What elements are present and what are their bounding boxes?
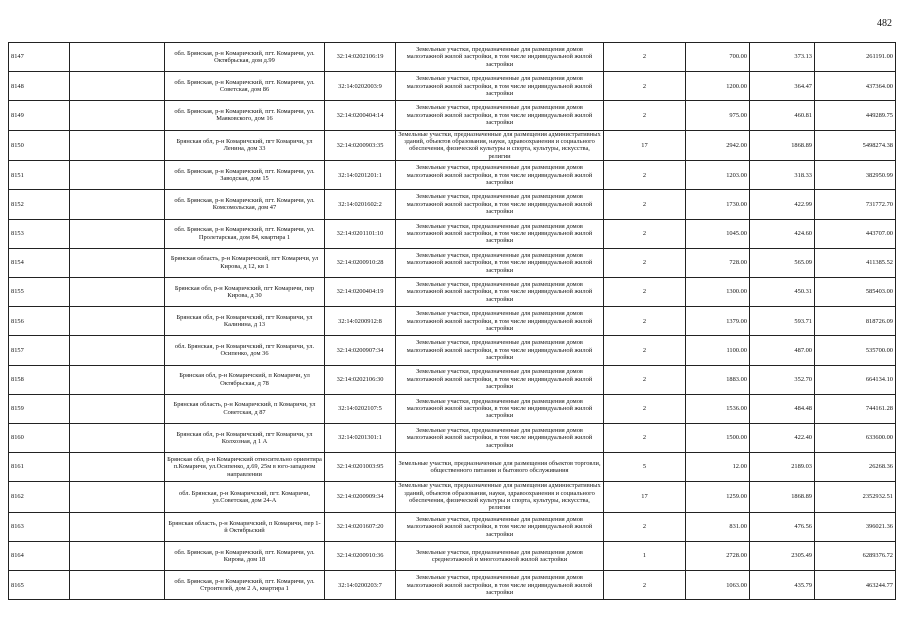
- blank-cell: [70, 571, 165, 600]
- table-row: [9, 365, 896, 394]
- cadastral-number-cell: 32:14:0202107:5: [325, 394, 396, 423]
- area-cell: 2728.00: [686, 542, 750, 571]
- table-row: [9, 482, 896, 513]
- table-row: [9, 571, 896, 600]
- cadastral-value-cell: 5498274.38: [815, 130, 896, 161]
- land-use-cell: Земельные участки, предназначенные для размещения домов малоэтажной жилой застройки, в том числе индивидуальной жилой застройки: [396, 101, 604, 130]
- specific-value-cell: 476.56: [750, 512, 815, 541]
- table-row: [9, 512, 896, 541]
- blank-cell: [70, 512, 165, 541]
- address-cell: Брянская обл, р-н Комаричский, пгт Комаричи, ул Калинина, д 13: [165, 307, 325, 336]
- row-number-cell: 8148: [9, 72, 70, 101]
- row-number-cell: 8149: [9, 101, 70, 130]
- blank-cell: [70, 277, 165, 306]
- row-number-cell: 8158: [9, 365, 70, 394]
- row-number-cell: 8150: [9, 130, 70, 161]
- row-number-cell: 8163: [9, 512, 70, 541]
- row-number-cell: 8157: [9, 336, 70, 365]
- address-cell: Брянская обл, р-н Комаричский, пгт Комаричи, ул Колхозная, д 1 А: [165, 423, 325, 452]
- group-cell: 1: [604, 542, 686, 571]
- blank-cell: [70, 161, 165, 190]
- blank-cell: [70, 394, 165, 423]
- group-cell: 2: [604, 423, 686, 452]
- area-cell: 1063.00: [686, 571, 750, 600]
- area-cell: 1200.00: [686, 72, 750, 101]
- cadastral-value-cell: 818726.09: [815, 307, 896, 336]
- blank-cell: [70, 190, 165, 219]
- land-use-cell: Земельные участки, предназначенные для размещения домов малоэтажной жилой застройки, в том числе индивидуальной жилой застройки: [396, 423, 604, 452]
- specific-value-cell: 424.60: [750, 219, 815, 248]
- table-row: [9, 161, 896, 190]
- cadastral-value-cell: 744161.28: [815, 394, 896, 423]
- specific-value-cell: 352.70: [750, 365, 815, 394]
- cadastral-number-cell: 32:14:0200203:7: [325, 571, 396, 600]
- cadastral-value-cell: 731772.70: [815, 190, 896, 219]
- group-cell: 2: [604, 161, 686, 190]
- address-cell: обл. Брянская, р-н Комаричский, пгт. Комаричи, ул. Пролетарская, дом 84, квартира 1: [165, 219, 325, 248]
- cadastral-number-cell: 32:14:0200903:35: [325, 130, 396, 161]
- group-cell: 5: [604, 453, 686, 482]
- address-cell: Брянская обл, р-н Комаричский, пгт Комаричи, пер Кирова, д 30: [165, 277, 325, 306]
- specific-value-cell: 484.48: [750, 394, 815, 423]
- blank-cell: [70, 542, 165, 571]
- land-use-cell: Земельные участки, предназначенные для размещения домов малоэтажной жилой застройки, в том числе индивидуальной жилой застройки: [396, 248, 604, 277]
- land-use-cell: Земельные участки, предназначенные для размещения домов малоэтажной жилой застройки, в том числе индивидуальной жилой застройки: [396, 571, 604, 600]
- table-row: [9, 130, 896, 161]
- land-use-cell: Земельные участки, предназначенные для размещения домов среднеэтажной и многоэтажной жилой застройки: [396, 542, 604, 571]
- area-cell: 1379.00: [686, 307, 750, 336]
- cadastral-number-cell: 32:14:0201003:95: [325, 453, 396, 482]
- cadastral-number-cell: 32:14:0201602:2: [325, 190, 396, 219]
- area-cell: 2942.00: [686, 130, 750, 161]
- cadastral-number-cell: 32:14:0202106:30: [325, 365, 396, 394]
- table-body: [9, 43, 896, 600]
- address-cell: обл. Брянская, р-н Комаричский, пгт. Комаричи, ул. Заводская, дом 15: [165, 161, 325, 190]
- cadastral-value-cell: 664134.10: [815, 365, 896, 394]
- area-cell: 1883.00: [686, 365, 750, 394]
- table-row: [9, 43, 896, 72]
- cadastral-value-cell: 535700.00: [815, 336, 896, 365]
- cadastral-value-cell: 633600.00: [815, 423, 896, 452]
- land-use-cell: Земельные участки, предназначенные для размещения домов малоэтажной жилой застройки, в том числе индивидуальной жилой застройки: [396, 394, 604, 423]
- area-cell: 728.00: [686, 248, 750, 277]
- land-use-cell: Земельные участки, предназначенные для размещения домов малоэтажной жилой застройки, в том числе индивидуальной жилой застройки: [396, 43, 604, 72]
- group-cell: 2: [604, 72, 686, 101]
- area-cell: 700.00: [686, 43, 750, 72]
- address-cell: обл. Брянская, р-н Комаричский, пгт. Комаричи, ул. Октябрьская, дом д.99: [165, 43, 325, 72]
- address-cell: Брянская область, р-н Комаричский, п Комаричи, ул Советская, д 87: [165, 394, 325, 423]
- row-number-cell: 8147: [9, 43, 70, 72]
- row-number-cell: 8152: [9, 190, 70, 219]
- cadastral-number-cell: 32:14:0201101:10: [325, 219, 396, 248]
- land-use-cell: Земельные участки, предназначенные для размещения домов малоэтажной жилой застройки, в том числе индивидуальной жилой застройки: [396, 219, 604, 248]
- area-cell: 1203.00: [686, 161, 750, 190]
- specific-value-cell: 1868.89: [750, 130, 815, 161]
- cadastral-number-cell: 32:14:0200404:14: [325, 101, 396, 130]
- cadastral-number-cell: 32:14:0200910:36: [325, 542, 396, 571]
- specific-value-cell: 422.99: [750, 190, 815, 219]
- row-number-cell: 8161: [9, 453, 70, 482]
- blank-cell: [70, 130, 165, 161]
- group-cell: 2: [604, 101, 686, 130]
- address-cell: обл. Брянская, р-н Комаричский, пгт. Комаричи, ул. Советская, дом 86: [165, 72, 325, 101]
- land-use-cell: Земельные участки, предназначенные для размещения объектов торговли, общественного питания и бытового обслуживания: [396, 453, 604, 482]
- specific-value-cell: 422.40: [750, 423, 815, 452]
- row-number-cell: 8164: [9, 542, 70, 571]
- table-row: [9, 101, 896, 130]
- table-row: [9, 336, 896, 365]
- cadastral-value-cell: 2352932.51: [815, 482, 896, 513]
- table-row: [9, 277, 896, 306]
- group-cell: 2: [604, 219, 686, 248]
- cadastral-number-cell: 32:14:0201201:1: [325, 161, 396, 190]
- table-row: [9, 248, 896, 277]
- blank-cell: [70, 453, 165, 482]
- table-row: [9, 190, 896, 219]
- area-cell: 1300.00: [686, 277, 750, 306]
- row-number-cell: 8151: [9, 161, 70, 190]
- area-cell: 831.00: [686, 512, 750, 541]
- land-use-cell: Земельные участки, предназначенные для размещения домов малоэтажной жилой застройки, в том числе индивидуальной жилой застройки: [396, 190, 604, 219]
- address-cell: обл. Брянская, р-н Комаричский, пгт. Комаричи, ул. Кирова, дом 18: [165, 542, 325, 571]
- cadastral-number-cell: 32:14:0200909:34: [325, 482, 396, 513]
- group-cell: 2: [604, 307, 686, 336]
- specific-value-cell: 2305.49: [750, 542, 815, 571]
- address-cell: Брянская обл, р-н Комаричский, п Комаричи, ул Октябрьская, д 78: [165, 365, 325, 394]
- cadastral-value-cell: 26268.36: [815, 453, 896, 482]
- address-cell: обл. Брянская, р-н Комаричский, пгт. Комаричи, ул.Советская, дом 24-А: [165, 482, 325, 513]
- row-number-cell: 8156: [9, 307, 70, 336]
- row-number-cell: 8160: [9, 423, 70, 452]
- specific-value-cell: 318.33: [750, 161, 815, 190]
- cadastral-value-cell: 449289.75: [815, 101, 896, 130]
- blank-cell: [70, 365, 165, 394]
- group-cell: 17: [604, 130, 686, 161]
- cadastral-number-cell: 32:14:0202106:19: [325, 43, 396, 72]
- address-cell: Брянская область, р-н Комаричский, пгт Комаричи, ул Кирова, д 12, кв 1: [165, 248, 325, 277]
- row-number-cell: 8155: [9, 277, 70, 306]
- table-row: [9, 542, 896, 571]
- row-number-cell: 8153: [9, 219, 70, 248]
- cadastral-number-cell: 32:14:0200910:28: [325, 248, 396, 277]
- specific-value-cell: 565.09: [750, 248, 815, 277]
- cadastral-value-cell: 585403.00: [815, 277, 896, 306]
- specific-value-cell: 593.71: [750, 307, 815, 336]
- cadastral-number-cell: 32:14:0200907:34: [325, 336, 396, 365]
- table-row: [9, 453, 896, 482]
- area-cell: 975.00: [686, 101, 750, 130]
- group-cell: 2: [604, 394, 686, 423]
- group-cell: 2: [604, 365, 686, 394]
- group-cell: 2: [604, 336, 686, 365]
- address-cell: обл. Брянская, р-н Комаричский, пгт Комаричи, ул. Осипенко, дом 36: [165, 336, 325, 365]
- area-cell: 1100.00: [686, 336, 750, 365]
- blank-cell: [70, 482, 165, 513]
- blank-cell: [70, 307, 165, 336]
- cadastral-number-cell: 32:14:0201301:1: [325, 423, 396, 452]
- area-cell: 12.00: [686, 453, 750, 482]
- cadastral-value-table: [8, 42, 896, 600]
- table-row: [9, 394, 896, 423]
- row-number-cell: 8159: [9, 394, 70, 423]
- cadastral-number-cell: 32:14:0200912:8: [325, 307, 396, 336]
- cadastral-value-cell: 463244.77: [815, 571, 896, 600]
- land-use-cell: Земельные участки, предназначенные для размещения административных зданий, объектов образования, науки, здравоохранения и социального обеспечения, физической культуры и спорта, культуры, искусства, религии: [396, 130, 604, 161]
- area-cell: 1500.00: [686, 423, 750, 452]
- group-cell: 2: [604, 43, 686, 72]
- group-cell: 2: [604, 277, 686, 306]
- page-number: 482: [877, 18, 892, 29]
- area-cell: 1259.00: [686, 482, 750, 513]
- land-use-cell: Земельные участки, предназначенные для размещения домов малоэтажной жилой застройки, в том числе индивидуальной жилой застройки: [396, 307, 604, 336]
- cadastral-number-cell: 32:14:0202003:9: [325, 72, 396, 101]
- group-cell: 2: [604, 571, 686, 600]
- address-cell: Брянская область, р-н Комаричский, п Комаричи, пер 1-й Октябрьский: [165, 512, 325, 541]
- land-use-cell: Земельные участки, предназначенные для размещения домов малоэтажной жилой застройки, в том числе индивидуальной жилой застройки: [396, 512, 604, 541]
- specific-value-cell: 2189.03: [750, 453, 815, 482]
- group-cell: 2: [604, 512, 686, 541]
- table-row: [9, 72, 896, 101]
- blank-cell: [70, 43, 165, 72]
- area-cell: 1536.00: [686, 394, 750, 423]
- cadastral-value-cell: 411385.52: [815, 248, 896, 277]
- specific-value-cell: 450.31: [750, 277, 815, 306]
- land-use-cell: Земельные участки, предназначенные для размещения домов малоэтажной жилой застройки, в том числе индивидуальной жилой застройки: [396, 72, 604, 101]
- area-cell: 1730.00: [686, 190, 750, 219]
- row-number-cell: 8154: [9, 248, 70, 277]
- row-number-cell: 8165: [9, 571, 70, 600]
- blank-cell: [70, 219, 165, 248]
- cadastral-number-cell: 32:14:0201607:20: [325, 512, 396, 541]
- group-cell: 2: [604, 248, 686, 277]
- row-number-cell: 8162: [9, 482, 70, 513]
- address-cell: обл. Брянская, р-н Комаричский, пгт. Комаричи, ул. Строителей, дом 2 А, квартира 1: [165, 571, 325, 600]
- cadastral-value-cell: 443707.00: [815, 219, 896, 248]
- blank-cell: [70, 72, 165, 101]
- cadastral-number-cell: 32:14:0200404:19: [325, 277, 396, 306]
- cadastral-value-cell: 437364.00: [815, 72, 896, 101]
- specific-value-cell: 1868.89: [750, 482, 815, 513]
- cadastral-value-cell: 261191.00: [815, 43, 896, 72]
- land-use-cell: Земельные участки, предназначенные для размещения домов малоэтажной жилой застройки, в том числе индивидуальной жилой застройки: [396, 277, 604, 306]
- blank-cell: [70, 336, 165, 365]
- specific-value-cell: 373.13: [750, 43, 815, 72]
- land-use-cell: Земельные участки, предназначенные для размещения домов малоэтажной жилой застройки, в том числе индивидуальной жилой застройки: [396, 365, 604, 394]
- land-use-cell: Земельные участки, предназначенные для размещения домов малоэтажной жилой застройки, в том числе индивидуальной жилой застройки: [396, 161, 604, 190]
- land-use-cell: Земельные участки, предназначенные для размещения административных зданий, объектов образования, науки, здравоохранения и социального обеспечения, физической культуры и спорта, культуры, искусства, религии: [396, 482, 604, 513]
- area-cell: 1045.00: [686, 219, 750, 248]
- table-row: [9, 307, 896, 336]
- specific-value-cell: 435.79: [750, 571, 815, 600]
- cadastral-value-cell: 6289376.72: [815, 542, 896, 571]
- address-cell: обл. Брянская, р-н Комаричский, пгт. Комаричи, ул. Маяковского, дом 16: [165, 101, 325, 130]
- specific-value-cell: 364.47: [750, 72, 815, 101]
- group-cell: 2: [604, 190, 686, 219]
- address-cell: обл. Брянская, р-н Комаричский, пгт. Комаричи, ул. Комсомольская, дом 47: [165, 190, 325, 219]
- cadastral-value-cell: 396021.36: [815, 512, 896, 541]
- table-row: [9, 423, 896, 452]
- specific-value-cell: 487.00: [750, 336, 815, 365]
- table-row: [9, 219, 896, 248]
- blank-cell: [70, 248, 165, 277]
- specific-value-cell: 460.81: [750, 101, 815, 130]
- group-cell: 17: [604, 482, 686, 513]
- address-cell: Брянская обл, р-н Комаричский относительно ориентира п.Комаричи, ул.Осипенко, д.69, 25м в юго-западном направлении: [165, 453, 325, 482]
- land-use-cell: Земельные участки, предназначенные для размещения домов малоэтажной жилой застройки, в том числе индивидуальной жилой застройки: [396, 336, 604, 365]
- blank-cell: [70, 423, 165, 452]
- address-cell: Брянская обл, р-н Комаричский, пгт Комаричи, ул Ленина, дом 33: [165, 130, 325, 161]
- blank-cell: [70, 101, 165, 130]
- cadastral-value-cell: 382950.99: [815, 161, 896, 190]
